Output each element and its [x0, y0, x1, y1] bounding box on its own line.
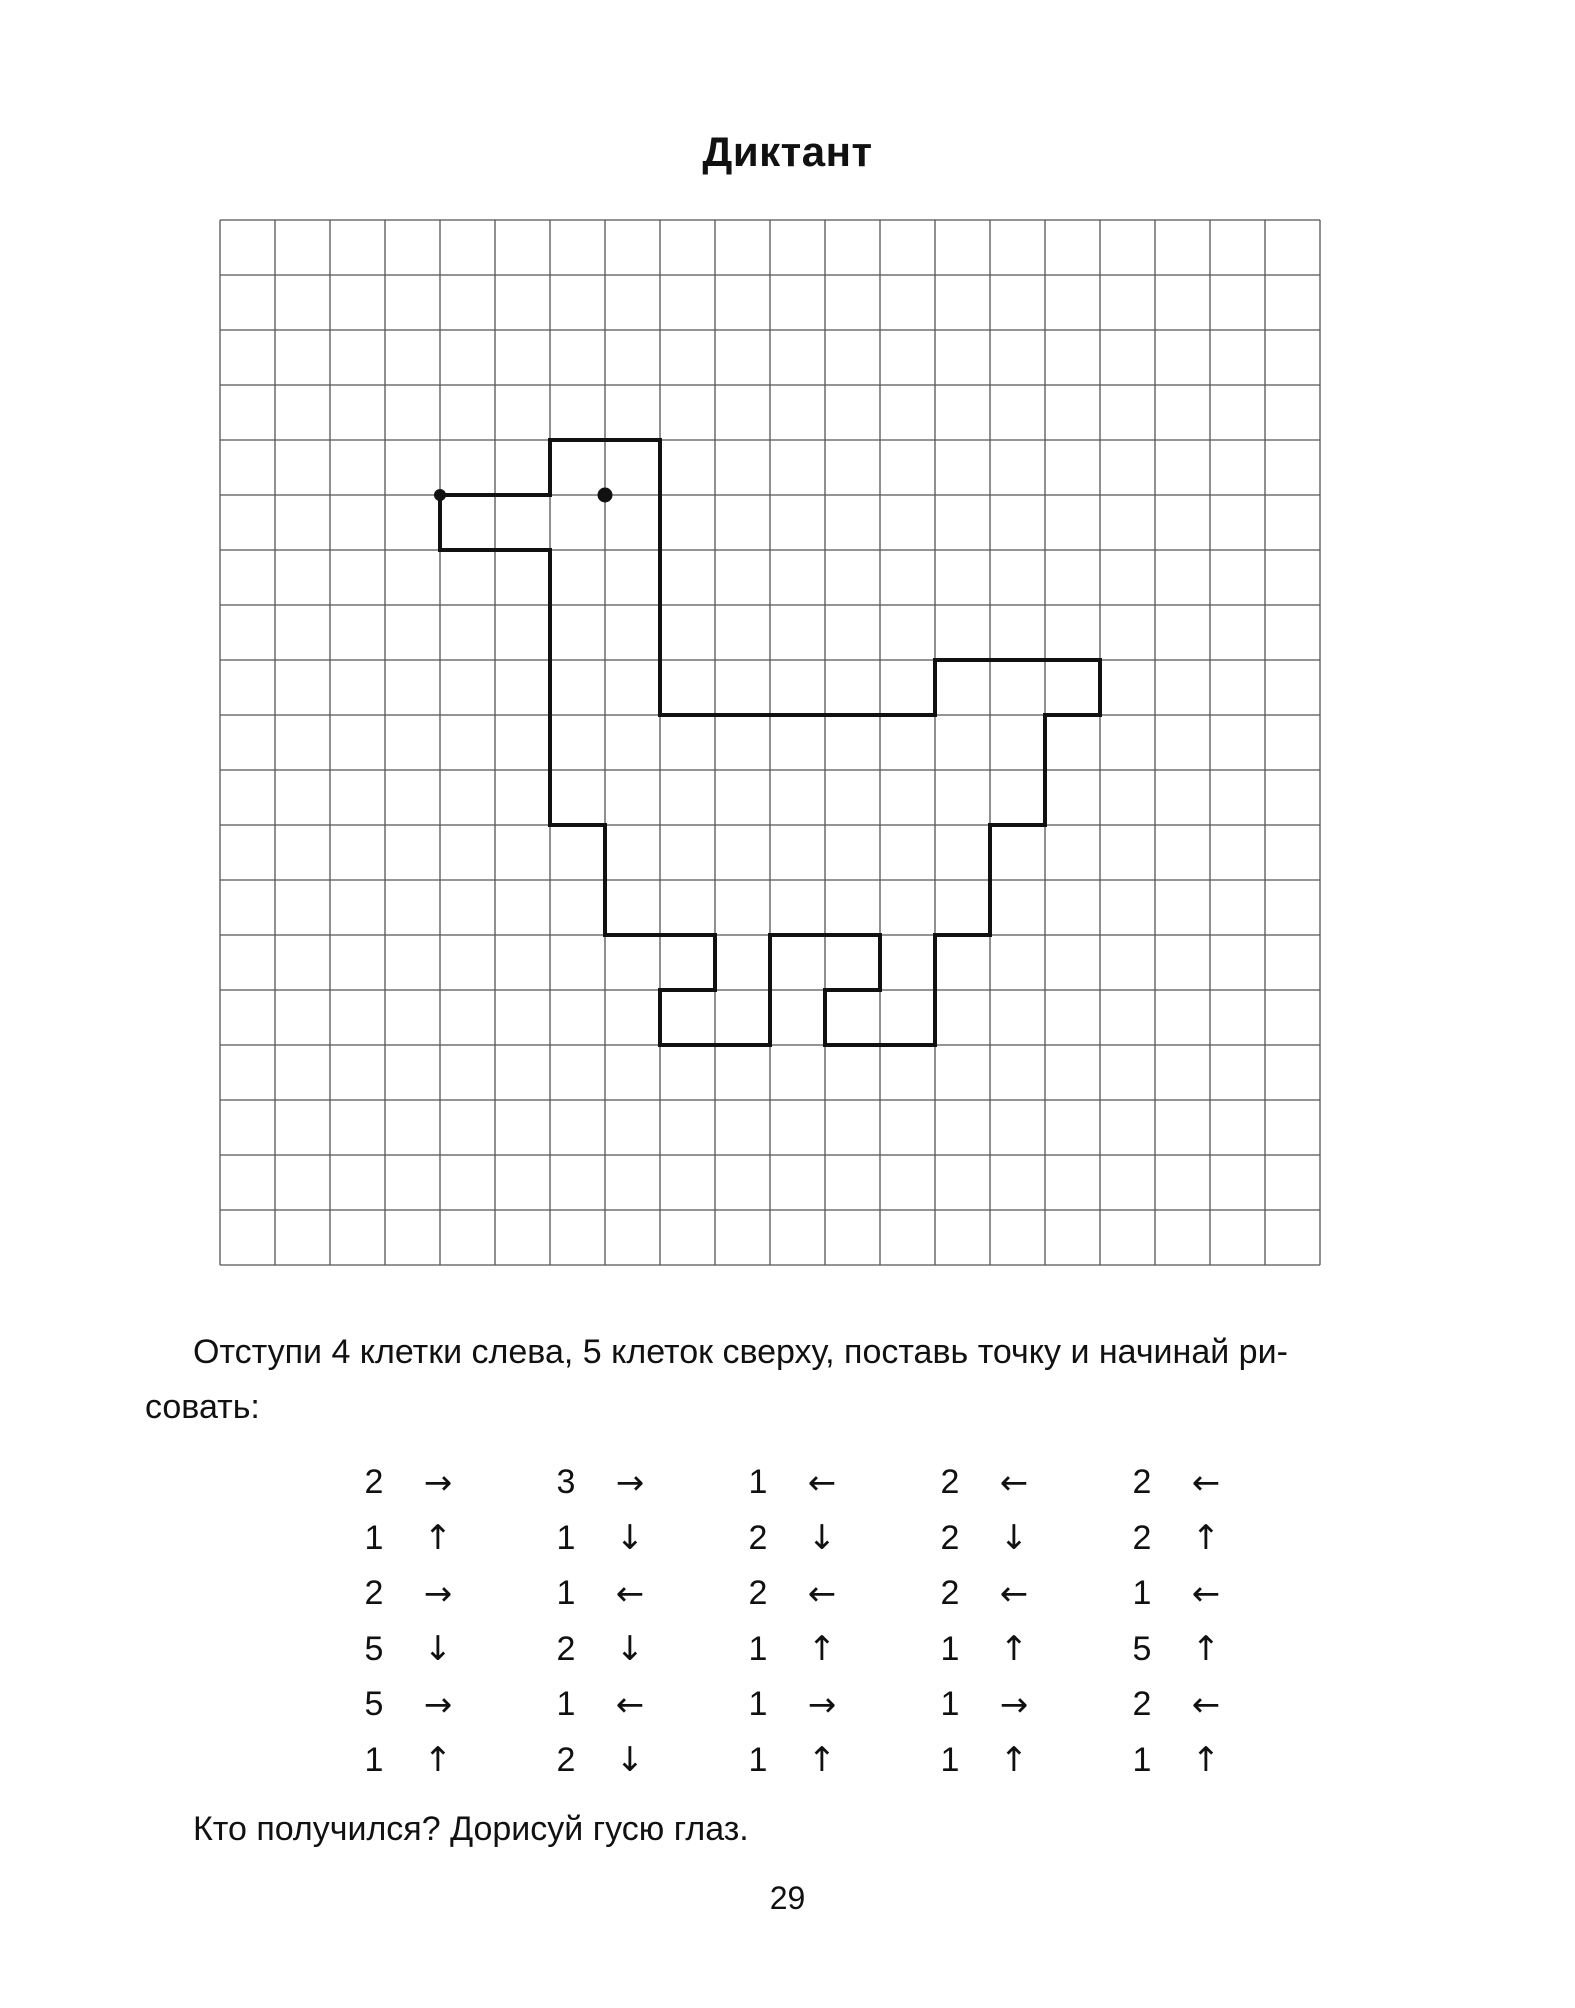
command-count: 3: [556, 1463, 576, 1502]
command-count: 2: [556, 1629, 576, 1668]
arrow-right-icon: →: [423, 1573, 453, 1614]
command-count: 1: [748, 1740, 768, 1779]
command-row: [1113, 1511, 1305, 1567]
command-row: [537, 1511, 729, 1567]
arrow-left-icon: ←: [1191, 1462, 1221, 1503]
command-row: [729, 1566, 921, 1622]
command-column: [1113, 1455, 1305, 1788]
arrow-left-icon: ←: [807, 1573, 837, 1614]
start-point: [434, 489, 446, 501]
arrow-left-icon: ←: [1191, 1684, 1221, 1725]
arrow-right-icon: →: [423, 1462, 453, 1503]
command-row: [921, 1622, 1113, 1678]
arrow-down-icon: ↓: [999, 1518, 1029, 1559]
command-row: [345, 1511, 537, 1567]
command-row: [921, 1677, 1113, 1733]
command-count: 1: [556, 1518, 576, 1557]
command-count: 2: [364, 1463, 384, 1502]
command-column: [729, 1455, 921, 1788]
command-count: 1: [748, 1629, 768, 1668]
command-row: [729, 1677, 921, 1733]
arrow-left-icon: ←: [615, 1684, 645, 1725]
command-count: 5: [364, 1629, 384, 1668]
command-count: 1: [748, 1685, 768, 1724]
arrow-left-icon: ←: [615, 1573, 645, 1614]
arrow-up-icon: ↑: [807, 1740, 837, 1781]
command-count: 2: [748, 1518, 768, 1557]
command-count: 2: [1132, 1518, 1152, 1557]
command-row: [345, 1566, 537, 1622]
instructions-line-1: Отступи 4 клетки слева, 5 клеток сверху, поставь точку и начинай ри-: [193, 1333, 1288, 1371]
command-column: [921, 1455, 1113, 1788]
command-row: [921, 1566, 1113, 1622]
command-count: 2: [940, 1463, 960, 1502]
arrow-right-icon: →: [615, 1462, 645, 1503]
arrow-up-icon: ↑: [1191, 1629, 1221, 1670]
command-row: [1113, 1566, 1305, 1622]
command-row: [537, 1733, 729, 1789]
page-number: 29: [769, 1880, 806, 1916]
command-count: 2: [748, 1574, 768, 1613]
command-count: 1: [940, 1629, 960, 1668]
arrow-left-icon: ←: [1191, 1573, 1221, 1614]
command-count: 1: [748, 1463, 768, 1502]
command-count: 1: [1132, 1740, 1152, 1779]
command-count: 1: [556, 1574, 576, 1613]
command-count: 1: [940, 1740, 960, 1779]
arrow-right-icon: →: [423, 1684, 453, 1725]
arrow-left-icon: ←: [999, 1462, 1029, 1503]
arrow-right-icon: →: [807, 1684, 837, 1725]
arrow-left-icon: ←: [807, 1462, 837, 1503]
arrow-up-icon: ↑: [1191, 1740, 1221, 1781]
command-row: [537, 1566, 729, 1622]
instructions-line-2: совать:: [145, 1388, 260, 1426]
arrow-down-icon: ↓: [615, 1629, 645, 1670]
instructions: [145, 1325, 1405, 1435]
arrow-up-icon: ↑: [807, 1629, 837, 1670]
command-count: 2: [940, 1574, 960, 1613]
arrow-down-icon: ↓: [615, 1518, 645, 1559]
command-row: [729, 1622, 921, 1678]
arrow-up-icon: ↑: [423, 1740, 453, 1781]
command-count: 1: [364, 1518, 384, 1557]
arrow-up-icon: ↑: [999, 1740, 1029, 1781]
command-row: [921, 1511, 1113, 1567]
command-table: [345, 1455, 1305, 1788]
command-count: 2: [364, 1574, 384, 1613]
command-row: [729, 1733, 921, 1789]
command-row: [537, 1677, 729, 1733]
command-row: [345, 1455, 537, 1511]
command-count: 2: [556, 1740, 576, 1779]
command-row: [537, 1622, 729, 1678]
command-count: 5: [1132, 1629, 1152, 1668]
command-column: [345, 1455, 537, 1788]
command-row: [1113, 1622, 1305, 1678]
command-column: [537, 1455, 729, 1788]
command-row: [729, 1511, 921, 1567]
command-count: 2: [1132, 1463, 1152, 1502]
command-count: 5: [364, 1685, 384, 1724]
command-count: 1: [556, 1685, 576, 1724]
command-row: [921, 1455, 1113, 1511]
goose-eye: [598, 488, 613, 503]
arrow-up-icon: ↑: [999, 1629, 1029, 1670]
arrow-right-icon: →: [999, 1684, 1029, 1725]
command-row: [729, 1455, 921, 1511]
arrow-down-icon: ↓: [615, 1740, 645, 1781]
page-title: Диктант: [702, 128, 873, 175]
command-count: 1: [1132, 1574, 1152, 1613]
command-row: [1113, 1733, 1305, 1789]
arrow-up-icon: ↑: [423, 1518, 453, 1559]
command-row: [345, 1733, 537, 1789]
command-count: 1: [364, 1740, 384, 1779]
arrow-down-icon: ↓: [423, 1629, 453, 1670]
question-text: Кто получился? Дорисуй гусю глаз.: [193, 1810, 749, 1848]
command-row: [537, 1455, 729, 1511]
command-count: 2: [1132, 1685, 1152, 1724]
arrow-left-icon: ←: [999, 1573, 1029, 1614]
arrow-up-icon: ↑: [1191, 1518, 1221, 1559]
command-count: 2: [940, 1518, 960, 1557]
command-count: 1: [940, 1685, 960, 1724]
command-row: [1113, 1677, 1305, 1733]
command-row: [921, 1733, 1113, 1789]
command-row: [345, 1677, 537, 1733]
grid-lines: [220, 220, 1320, 1265]
arrow-down-icon: ↓: [807, 1518, 837, 1559]
command-row: [345, 1622, 537, 1678]
command-row: [1113, 1455, 1305, 1511]
